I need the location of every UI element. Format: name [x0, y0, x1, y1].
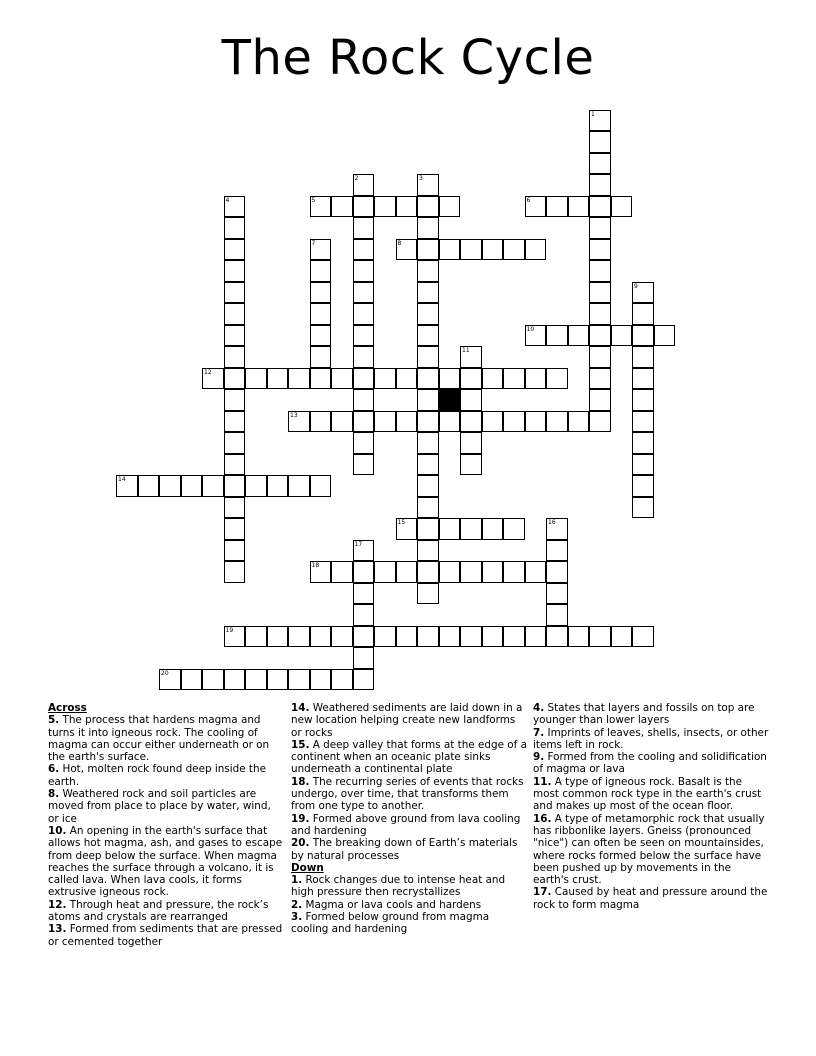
grid-cell[interactable]	[374, 368, 396, 390]
clue-number-7: 7	[311, 239, 316, 247]
grid-cell[interactable]	[202, 475, 224, 497]
grid-cell[interactable]	[353, 260, 375, 282]
grid-cell[interactable]	[654, 325, 676, 347]
grid-cell[interactable]	[525, 368, 547, 390]
grid-cell[interactable]	[568, 411, 590, 433]
grid-cell[interactable]	[245, 475, 267, 497]
grid-cell[interactable]	[632, 368, 654, 390]
grid-cell[interactable]	[267, 368, 289, 390]
grid-cell[interactable]	[353, 239, 375, 261]
grid-cell[interactable]	[632, 475, 654, 497]
grid-cell[interactable]	[589, 153, 611, 175]
clue-text: An opening in the earth's surface that allows hot magma, ash, and gases to escape from deep below the surface. When magma reaches the surface through a volcano, it is called lava. When lava cools, it forms extrusive igneous rock.	[48, 824, 283, 899]
grid-cell[interactable]	[632, 497, 654, 519]
grid-cell[interactable]	[310, 475, 332, 497]
clue-number-8: 8	[397, 239, 402, 247]
grid-cell[interactable]	[632, 411, 654, 433]
grid-cell[interactable]	[202, 669, 224, 691]
clue-number-15: 15	[397, 519, 406, 526]
grid-cell[interactable]	[589, 217, 611, 239]
grid-cell[interactable]	[546, 540, 568, 562]
grid-cell[interactable]	[546, 561, 568, 583]
clue-text: Hot, molten rock found deep inside the earth.	[48, 763, 266, 788]
clue-number-3: 3	[419, 175, 423, 182]
across-clue-19	[291, 813, 527, 838]
grid-cell[interactable]	[224, 497, 246, 519]
grid-cell[interactable]	[224, 217, 246, 239]
grid-cell[interactable]	[632, 325, 654, 347]
grid-cell[interactable]	[417, 368, 439, 390]
grid-cell[interactable]	[417, 561, 439, 583]
grid-cell[interactable]	[417, 346, 439, 368]
grid-cell[interactable]	[589, 411, 611, 433]
down-clue-2	[291, 899, 527, 911]
grid-cell[interactable]	[589, 260, 611, 282]
grid-cell[interactable]	[482, 411, 504, 433]
grid-cell[interactable]	[568, 196, 590, 218]
grid-cell[interactable]	[245, 626, 267, 648]
grid-cell[interactable]	[460, 432, 482, 454]
grid-cell[interactable]	[439, 239, 461, 261]
grid-cell[interactable]	[310, 669, 332, 691]
grid-cell[interactable]	[353, 282, 375, 304]
grid-cell[interactable]	[288, 669, 310, 691]
clue-text: Formed from sediments that are pressed or cemented together	[48, 923, 283, 948]
grid-cell[interactable]	[589, 174, 611, 196]
grid-cell[interactable]	[439, 368, 461, 390]
grid-cell[interactable]	[460, 454, 482, 476]
grid-cell[interactable]	[224, 561, 246, 583]
grid-cell[interactable]	[439, 626, 461, 648]
grid-cell[interactable]	[525, 561, 547, 583]
grid-cell[interactable]	[417, 325, 439, 347]
down-clue-3	[291, 911, 527, 936]
clue-number-1: 1	[591, 110, 595, 118]
clue-number-4: 4	[225, 196, 230, 204]
clue-number-5: 5	[311, 196, 316, 204]
grid-cell[interactable]	[353, 561, 375, 583]
grid-cell[interactable]	[353, 454, 375, 476]
clue-text: The recurring series of events that rocks undergo, over time, that transforms them from one type to another.	[291, 775, 524, 813]
across-header: Across	[48, 702, 87, 714]
grid-cell[interactable]	[546, 368, 568, 390]
grid-cell[interactable]	[460, 518, 482, 540]
clue-num: 20.	[291, 837, 310, 850]
grid-cell[interactable]	[417, 389, 439, 411]
grid-cell[interactable]	[288, 475, 310, 497]
grid-cell[interactable]	[546, 626, 568, 648]
clue-text: The process that hardens magma and turns it into igneous rock. The cooling of magma can occur either underneath or on the earth's surface.	[48, 714, 270, 764]
across-clue-8	[48, 788, 284, 825]
across-clue-13	[48, 923, 284, 948]
grid-cell[interactable]	[353, 303, 375, 325]
down-clue-11	[533, 776, 769, 813]
grid-cell[interactable]	[310, 626, 332, 648]
grid-cell[interactable]	[224, 346, 246, 368]
clue-number-12: 12	[204, 368, 212, 376]
clue-number-10: 10	[526, 325, 535, 333]
clue-number-20: 20	[161, 669, 169, 677]
grid-cell[interactable]	[396, 368, 418, 390]
grid-cell[interactable]	[396, 196, 418, 218]
clue-num: 4.	[533, 702, 545, 714]
clue-num: 10.	[48, 824, 67, 837]
grid-cell[interactable]	[138, 475, 160, 497]
grid-cell[interactable]	[589, 282, 611, 304]
grid-cell[interactable]	[224, 518, 246, 540]
grid-cell[interactable]	[546, 583, 568, 605]
clue-text: A type of igneous rock. Basalt is the most common rock type in the earth's crust and makes up most of the ocean floor.	[533, 775, 762, 813]
clue-number-14: 14	[118, 476, 126, 483]
grid-cell[interactable]	[503, 411, 525, 433]
grid-cell[interactable]	[374, 411, 396, 433]
grid-cell[interactable]	[396, 626, 418, 648]
grid-cell[interactable]	[482, 239, 504, 261]
clue-num: 19.	[291, 812, 310, 825]
clue-number-6: 6	[526, 196, 531, 204]
grid-cell[interactable]	[417, 411, 439, 433]
clues-column-1	[48, 702, 284, 948]
clue-num: 17.	[533, 886, 552, 899]
grid-cell[interactable]	[460, 561, 482, 583]
grid-cell[interactable]	[632, 346, 654, 368]
grid-cell[interactable]	[417, 583, 439, 605]
clue-num: 18.	[291, 775, 310, 788]
grid-cell[interactable]	[224, 282, 246, 304]
down-clue-4	[533, 702, 769, 727]
clue-text: A type of metamorphic rock that usually has ribbonlike layers. Gneiss (pronounced "nice") can often be seen on mountainsides, where rocks formed below the surface have been pushed up by movements in the earth's crust.	[533, 812, 765, 887]
grid-cell[interactable]	[353, 669, 375, 691]
across-clue-18	[291, 776, 527, 813]
grid-cell[interactable]	[417, 239, 439, 261]
grid-cell[interactable]	[568, 626, 590, 648]
grid-cell[interactable]	[396, 561, 418, 583]
grid-cell[interactable]	[353, 647, 375, 669]
grid-cell[interactable]	[245, 669, 267, 691]
clue-num: 2.	[291, 898, 303, 911]
grid-cell[interactable]	[482, 561, 504, 583]
grid-cell[interactable]	[632, 626, 654, 648]
grid-cell[interactable]	[353, 217, 375, 239]
grid-cell[interactable]	[632, 432, 654, 454]
grid-cell[interactable]	[245, 368, 267, 390]
grid-cell[interactable]	[331, 561, 353, 583]
across-clue-5	[48, 714, 284, 763]
grid-cell[interactable]	[482, 368, 504, 390]
grid-cell[interactable]	[159, 475, 181, 497]
grid-cell[interactable]	[460, 368, 482, 390]
page-title: The Rock Cycle	[221, 30, 595, 86]
clue-text: Formed below ground from magma cooling and hardening	[291, 911, 490, 936]
grid-cell[interactable]	[331, 196, 353, 218]
grid-cell[interactable]	[589, 131, 611, 153]
grid-cell[interactable]	[611, 325, 633, 347]
grid-cell[interactable]	[396, 411, 418, 433]
grid-cell[interactable]	[224, 540, 246, 562]
clue-num: 1.	[291, 874, 303, 887]
grid-cell[interactable]	[417, 303, 439, 325]
grid-cell[interactable]	[503, 561, 525, 583]
grid-cell[interactable]	[589, 303, 611, 325]
clue-text: Caused by heat and pressure around the rock to form magma	[533, 886, 768, 911]
grid-cell[interactable]	[353, 325, 375, 347]
down-clue-16	[533, 813, 769, 887]
grid-cell[interactable]	[353, 411, 375, 433]
grid-cell[interactable]	[417, 518, 439, 540]
grid-cell[interactable]	[288, 626, 310, 648]
down-clue-7	[533, 727, 769, 752]
grid-cell[interactable]	[525, 239, 547, 261]
across-clue-6	[48, 763, 284, 788]
across-clue-14	[291, 702, 527, 739]
grid-cell[interactable]	[503, 626, 525, 648]
grid-cell[interactable]	[417, 432, 439, 454]
clue-text: A deep valley that forms at the edge of a continent when an oceanic plate sinks underneath a continental plate	[291, 738, 527, 776]
grid-cell[interactable]	[611, 626, 633, 648]
grid-cell[interactable]	[353, 389, 375, 411]
grid-cell[interactable]	[546, 604, 568, 626]
grid-cell[interactable]	[417, 260, 439, 282]
down-clue-1	[291, 874, 527, 899]
across-clue-15	[291, 739, 527, 776]
grid-cell[interactable]	[417, 454, 439, 476]
clue-number-16: 16	[548, 519, 556, 526]
grid-cell[interactable]	[589, 239, 611, 261]
grid-cell[interactable]	[224, 432, 246, 454]
clue-num: 5.	[48, 714, 60, 727]
grid-cell[interactable]	[310, 368, 332, 390]
clue-num: 6.	[48, 763, 60, 776]
clue-num: 13.	[48, 923, 67, 936]
grid-cell[interactable]	[546, 196, 568, 218]
clue-number-2: 2	[354, 175, 359, 182]
grid-cell[interactable]	[224, 239, 246, 261]
grid-cell[interactable]	[310, 346, 332, 368]
grid-cell[interactable]	[353, 346, 375, 368]
grid-cell[interactable]	[546, 411, 568, 433]
clue-text: Weathered rock and soil particles are moved from place to place by water, wind, or ice	[48, 788, 271, 825]
grid-cell[interactable]	[288, 368, 310, 390]
grid-cell[interactable]	[331, 669, 353, 691]
grid-cell[interactable]	[589, 325, 611, 347]
down-header: Down	[291, 861, 324, 874]
grid-cell[interactable]	[331, 626, 353, 648]
grid-cell[interactable]	[224, 303, 246, 325]
grid-cell[interactable]	[417, 540, 439, 562]
grid-cell[interactable]	[632, 303, 654, 325]
clue-num: 9.	[533, 751, 545, 764]
grid-cell[interactable]	[353, 432, 375, 454]
grid-cell[interactable]	[589, 626, 611, 648]
grid-cell[interactable]	[460, 389, 482, 411]
grid-cell[interactable]	[181, 669, 203, 691]
clue-number-9: 9	[634, 282, 638, 290]
clues-column-3	[533, 702, 769, 911]
grid-cell[interactable]	[224, 475, 246, 497]
clue-text: Magma or lava cools and hardens	[305, 898, 482, 911]
grid-cell[interactable]	[546, 325, 568, 347]
grid-cell[interactable]	[482, 626, 504, 648]
grid-cell[interactable]	[267, 669, 289, 691]
grid-cell[interactable]	[482, 518, 504, 540]
grid-cell[interactable]	[439, 196, 461, 218]
grid-cell[interactable]	[589, 389, 611, 411]
across-clue-10	[48, 825, 284, 899]
grid-cell[interactable]	[525, 411, 547, 433]
clue-text: States that layers and fossils on top are younger than lower layers	[533, 702, 755, 727]
grid-cell[interactable]	[632, 389, 654, 411]
clue-num: 8.	[48, 788, 60, 801]
grid-cell[interactable]	[439, 411, 461, 433]
clue-text: The breaking down of Earth’s materials by natural processes	[291, 837, 518, 862]
grid-cell[interactable]	[331, 411, 353, 433]
grid-cell[interactable]	[460, 626, 482, 648]
grid-cell[interactable]	[589, 368, 611, 390]
grid-cell[interactable]	[417, 196, 439, 218]
grid-cell[interactable]	[374, 196, 396, 218]
grid-cell[interactable]	[460, 239, 482, 261]
grid-cell[interactable]	[417, 475, 439, 497]
grid-cell[interactable]	[310, 282, 332, 304]
clue-num: 16.	[533, 812, 552, 825]
clues-column-2	[291, 702, 527, 936]
down-clue-9	[533, 751, 769, 776]
grid-cell[interactable]	[503, 518, 525, 540]
grid-cell[interactable]	[224, 389, 246, 411]
grid-cell[interactable]	[632, 454, 654, 476]
clue-num: 14.	[291, 702, 310, 714]
grid-cell[interactable]	[353, 368, 375, 390]
grid-cell[interactable]	[503, 368, 525, 390]
clue-text: Imprints of leaves, shells, insects, or other items left in rock.	[533, 726, 769, 751]
grid-cell[interactable]	[310, 411, 332, 433]
grid-cell[interactable]	[439, 518, 461, 540]
grid-cell[interactable]	[374, 561, 396, 583]
clue-num: 11.	[533, 775, 552, 788]
grid-cell[interactable]	[310, 325, 332, 347]
grid-cell[interactable]	[374, 626, 396, 648]
grid-cell[interactable]	[589, 346, 611, 368]
grid-cell[interactable]	[331, 368, 353, 390]
across-clue-20	[291, 837, 527, 862]
clue-number-11: 11	[462, 347, 470, 354]
grid-cell[interactable]	[503, 239, 525, 261]
grid-cell[interactable]	[589, 196, 611, 218]
grid-cell[interactable]	[310, 303, 332, 325]
grid-cell[interactable]	[417, 626, 439, 648]
clue-text: Weathered sediments are laid down in a new location helping create new landforms or rocks	[291, 702, 523, 739]
grid-cell[interactable]	[310, 260, 332, 282]
grid-cell[interactable]	[224, 411, 246, 433]
grid-cell[interactable]	[525, 626, 547, 648]
grid-cell[interactable]	[224, 325, 246, 347]
grid-cell[interactable]	[353, 604, 375, 626]
clue-number-19: 19	[225, 626, 234, 634]
clue-number-17: 17	[354, 540, 363, 548]
grid-cell[interactable]	[568, 325, 590, 347]
clue-text: Through heat and pressure, the rock’s atoms and crystals are rearranged	[48, 898, 269, 924]
grid-cell[interactable]	[611, 196, 633, 218]
down-clue-17	[533, 886, 769, 911]
clue-num: 3.	[291, 911, 303, 924]
grid-cell[interactable]	[439, 561, 461, 583]
across-clue-12	[48, 899, 284, 924]
grid-cell[interactable]	[417, 282, 439, 304]
grid-cell[interactable]	[267, 475, 289, 497]
grid-cell[interactable]	[181, 475, 203, 497]
grid-cell[interactable]	[224, 454, 246, 476]
clue-text: Rock changes due to intense heat and high pressure then recrystallizes	[291, 874, 506, 899]
grid-cell[interactable]	[460, 411, 482, 433]
clue-number-18: 18	[311, 562, 320, 569]
grid-block	[439, 389, 461, 411]
grid-cell[interactable]	[353, 626, 375, 648]
grid-cell[interactable]	[353, 196, 375, 218]
grid-cell[interactable]	[417, 497, 439, 519]
clue-num: 12.	[48, 898, 67, 911]
clue-number-13: 13	[290, 411, 298, 419]
grid-cell[interactable]	[224, 368, 246, 390]
clue-num: 15.	[291, 738, 310, 751]
grid-cell[interactable]	[353, 583, 375, 605]
clue-text: Formed from the cooling and solidification of magma or lava	[533, 751, 767, 776]
grid-cell[interactable]	[224, 260, 246, 282]
grid-cell[interactable]	[417, 217, 439, 239]
clue-num: 7.	[533, 726, 545, 739]
clue-text: Formed above ground from lava cooling and hardening	[291, 812, 521, 837]
grid-cell[interactable]	[267, 626, 289, 648]
grid-cell[interactable]	[224, 669, 246, 691]
